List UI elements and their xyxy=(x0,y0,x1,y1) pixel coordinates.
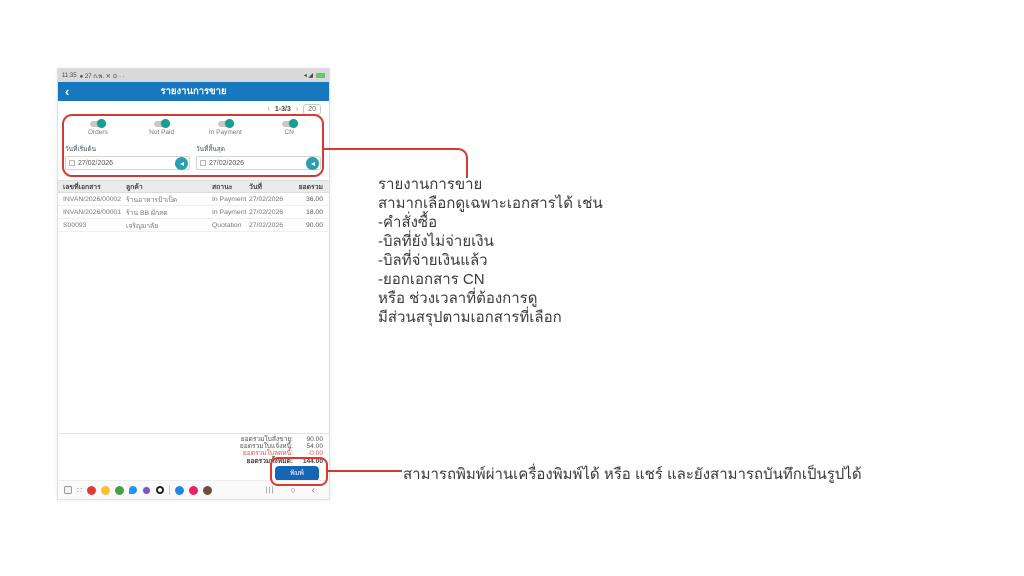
summary-value: -0.00 xyxy=(307,450,323,458)
recents-button[interactable]: ||| xyxy=(265,486,275,494)
header-doc-no: เลขที่เอกสาร xyxy=(63,184,101,191)
filters-annotation-text xyxy=(378,175,603,327)
document-type-filters xyxy=(66,121,321,143)
annotation-line: รายงานการขาย xyxy=(378,176,483,193)
header-date: วันที่ xyxy=(249,184,262,191)
cell-customer: ร้านอาหารป้าเป็ด xyxy=(126,196,178,204)
page-size-selector[interactable]: 20 xyxy=(303,104,321,115)
start-date-picker-button[interactable] xyxy=(175,157,188,170)
summary-credit-notes-total xyxy=(240,450,323,457)
status-bar-left xyxy=(62,71,124,81)
phone-screenshot xyxy=(57,68,330,500)
app-icon-red[interactable] xyxy=(87,486,96,495)
messages-app-icon[interactable] xyxy=(129,486,137,494)
table-row[interactable] xyxy=(58,193,329,206)
battery-icon xyxy=(316,73,325,78)
photos-app-icon[interactable] xyxy=(189,486,198,495)
status-bar xyxy=(58,69,329,82)
cell-doc-no: INVAN/2026/00001 xyxy=(63,208,122,216)
cell-doc-no: S00093 xyxy=(63,221,87,229)
phone-app-icon[interactable] xyxy=(115,486,124,495)
table-row[interactable] xyxy=(58,206,329,219)
camera-app-icon[interactable] xyxy=(156,486,164,494)
orders-toggle[interactable] xyxy=(90,121,105,127)
start-date-column xyxy=(65,144,190,170)
annotation-line: มีส่วนสรุปตามเอกสารที่เลือก xyxy=(378,309,562,326)
summary-value: 90.00 xyxy=(306,436,323,443)
checkbox-icon xyxy=(200,160,206,166)
documents-table xyxy=(58,180,329,232)
table-header-row xyxy=(58,180,329,193)
notification-icons: ● 27 ก.พ. ✕ ⊙ ∙ ∙ xyxy=(79,73,125,80)
pagination-prev-icon[interactable]: ‹ xyxy=(267,106,270,113)
filter-in-payment xyxy=(194,121,258,143)
cell-customer: ร้าน BB ผักสด xyxy=(126,209,168,217)
print-annotation-connector xyxy=(328,470,402,472)
screenshot-icon[interactable] xyxy=(64,486,72,494)
checkbox-icon xyxy=(69,160,75,166)
home-button[interactable]: ○ xyxy=(290,485,296,495)
app-nav-bar xyxy=(58,82,329,101)
back-button[interactable]: ‹ xyxy=(65,84,70,99)
start-date-input[interactable] xyxy=(65,156,190,170)
summary-divider xyxy=(58,433,329,434)
app-icon-yellow[interactable] xyxy=(101,486,110,495)
cell-total: 18.00 xyxy=(305,208,323,216)
toggle-knob xyxy=(97,119,106,128)
end-date-label: วันที่สิ้นสุด xyxy=(196,146,225,153)
not-paid-toggle-label: Not Paid xyxy=(149,129,175,136)
page-title: รายงานการขาย xyxy=(160,86,227,97)
cn-toggle-label: CN xyxy=(284,129,294,136)
annotation-line: หรือ ช่วงเวลาที่ต้องการดู xyxy=(378,290,538,307)
annotation-line: -บิลที่ยังไม่จ่ายเงิน xyxy=(378,233,494,250)
summary-label: ยอดรวมใบลดหนี้: xyxy=(242,450,293,458)
apps-grid-icon[interactable]: ∷ xyxy=(77,485,83,495)
annotation-line: สามากเลือกดูเฉพาะเอกสารได้ เช่น xyxy=(378,195,603,212)
date-range-filter xyxy=(65,144,321,170)
filter-not-paid xyxy=(130,121,194,143)
system-nav-buttons xyxy=(266,485,323,496)
summary-label: ยอดรวมใบแจ้งหนี้: xyxy=(239,443,293,451)
status-bar-right xyxy=(304,72,325,79)
end-date-input[interactable] xyxy=(196,156,321,170)
cell-status: In Payment xyxy=(212,195,247,203)
filter-orders xyxy=(66,121,130,143)
not-paid-toggle[interactable] xyxy=(154,121,169,127)
cell-total: 90.00 xyxy=(305,221,323,229)
pagination xyxy=(268,103,321,116)
cell-doc-no: INVAN/2026/00002 xyxy=(63,195,122,203)
header-status: สถานะ xyxy=(212,184,233,191)
in-payment-toggle-label: In Payment xyxy=(208,129,242,136)
print-button[interactable]: พิมพ์ xyxy=(275,466,319,481)
annotation-line: -คำสั่งซื้อ xyxy=(378,214,438,231)
gallery-app-icon[interactable] xyxy=(175,486,184,495)
end-date-picker-button[interactable] xyxy=(306,157,319,170)
clock-text: 11:35 xyxy=(62,72,77,79)
totals-summary xyxy=(240,436,323,465)
browser-app-icon[interactable] xyxy=(142,486,151,495)
summary-value: 54.00 xyxy=(306,443,323,451)
android-taskbar xyxy=(58,480,329,499)
table-row[interactable] xyxy=(58,219,329,232)
summary-label: ยอดรวมใบสั่งขาย: xyxy=(240,436,293,443)
toggle-knob xyxy=(225,119,234,128)
summary-label: ยอดรวมทั้งหมด: xyxy=(246,457,293,465)
system-back-button[interactable]: ‹ xyxy=(311,484,315,496)
print-annotation-text: สามารถพิมพ์ผ่านเครื่องพิมพ์ได้ หรือ แชร์ และยังสามารถบันทึกเป็นรูปได้ xyxy=(403,466,862,483)
cell-date: 27/02/2026 xyxy=(249,208,284,216)
start-date-value: 27/02/2026 xyxy=(78,159,114,167)
cell-total: 36.00 xyxy=(305,195,323,203)
start-date-label: วันที่เริ่มต้น xyxy=(65,146,97,153)
globe-app-icon[interactable] xyxy=(203,486,212,495)
end-date-column xyxy=(196,144,321,170)
signal-icon: ◂ ◢ xyxy=(303,73,313,79)
dock-divider xyxy=(169,485,170,495)
cell-date: 27/02/2026 xyxy=(249,221,284,229)
filters-annotation-connector xyxy=(324,148,468,178)
toggle-knob xyxy=(161,119,170,128)
header-customer: ลูกค้า xyxy=(126,184,143,191)
cell-customer: เจริญมาลัย xyxy=(126,222,159,230)
header-total: ยอดรวม xyxy=(298,184,323,191)
cell-status: In Payment xyxy=(212,208,247,216)
end-date-value: 27/02/2026 xyxy=(209,159,245,167)
pagination-range: 1-3/3 xyxy=(274,106,291,113)
pagination-next-icon[interactable]: › xyxy=(295,106,299,113)
annotation-line: -บิลที่จ่ายเงินแล้ว xyxy=(378,252,488,269)
summary-grand-total xyxy=(240,458,323,465)
summary-value: 144.00 xyxy=(302,457,323,465)
in-payment-toggle[interactable] xyxy=(218,121,233,127)
filter-cn xyxy=(257,121,321,143)
arrow-left-icon xyxy=(180,162,184,166)
cell-date: 27/02/2026 xyxy=(249,195,284,203)
cn-toggle[interactable] xyxy=(282,121,297,127)
cell-status: Quotation xyxy=(212,221,242,229)
toggle-knob xyxy=(289,119,298,128)
orders-toggle-label: Orders xyxy=(87,129,108,136)
annotation-line: -ยอกเอกสาร CN xyxy=(378,271,485,288)
arrow-left-icon xyxy=(311,162,315,166)
